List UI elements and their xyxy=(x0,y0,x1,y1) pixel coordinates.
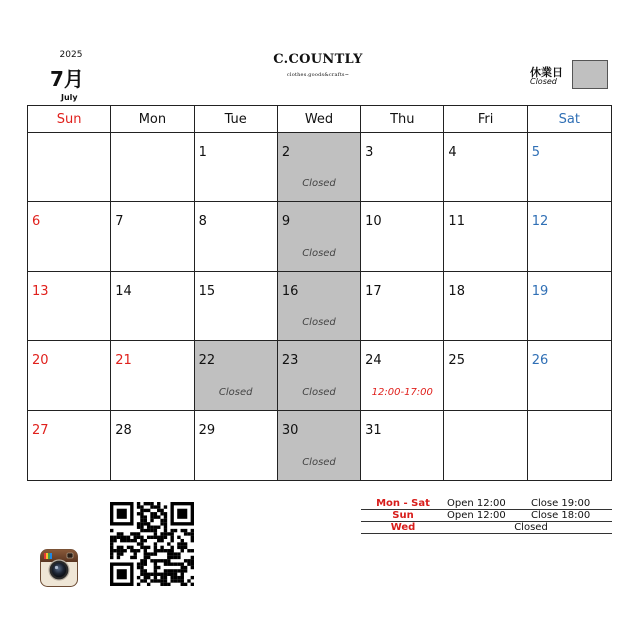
day-cell xyxy=(111,272,194,341)
day-cell xyxy=(444,133,527,202)
year: 2025 xyxy=(59,50,83,60)
day-number: 28 xyxy=(115,422,132,438)
hours-day: Sun xyxy=(392,510,414,521)
hours-day: Wed xyxy=(390,522,416,533)
day-number: 31 xyxy=(365,422,382,438)
weekday-header: Sat xyxy=(528,106,611,133)
day-number: 5 xyxy=(531,145,540,160)
day-cell xyxy=(195,341,278,410)
day-cell xyxy=(528,202,611,271)
day-number: 8 xyxy=(198,214,207,230)
day-cell xyxy=(195,272,278,341)
hours-row xyxy=(361,510,612,522)
month-title: 7月 xyxy=(50,67,84,91)
day-cell xyxy=(361,341,444,410)
day-number: 4 xyxy=(448,145,457,160)
day-cell xyxy=(528,341,611,410)
month-english: July xyxy=(61,93,78,102)
special-hours: 12:00-17:00 xyxy=(371,386,433,398)
day-cell xyxy=(111,202,194,271)
closed-legend-swatch xyxy=(572,60,608,89)
day-cell xyxy=(278,202,361,271)
day-number: 12 xyxy=(531,214,549,230)
qr-code-icon[interactable] xyxy=(110,502,194,586)
day-number: 14 xyxy=(115,283,132,299)
day-cell xyxy=(361,133,444,202)
brand-logo: C.COUNTLY xyxy=(273,52,363,67)
hours-status: Closed xyxy=(514,522,548,533)
business-hours xyxy=(361,498,612,534)
closed-label: Closed xyxy=(302,457,336,468)
hours-close: Close 18:00 xyxy=(531,510,591,521)
day-cell xyxy=(278,341,361,410)
instagram-icon[interactable] xyxy=(40,549,78,587)
calendar-grid xyxy=(27,105,612,481)
day-cell xyxy=(528,411,611,480)
legend-title: 休業日 xyxy=(530,66,563,79)
weekday-header: Wed xyxy=(278,106,361,133)
day-number: 21 xyxy=(115,353,132,369)
hours-row xyxy=(361,522,612,534)
hours-close: Close 19:00 xyxy=(531,498,591,509)
brand-tagline: clothes.goods&crafts~ xyxy=(286,72,350,78)
hours-row xyxy=(361,498,612,510)
closed-label: Closed xyxy=(302,247,336,259)
day-number: 24 xyxy=(365,353,382,369)
day-number: 9 xyxy=(281,214,291,230)
day-number: 11 xyxy=(448,214,465,230)
day-cell xyxy=(278,411,361,480)
day-number: 15 xyxy=(198,283,216,299)
hours-open: Open 12:00 xyxy=(447,510,506,521)
closed-label: Closed xyxy=(218,386,253,398)
day-cell xyxy=(278,272,361,341)
day-cell xyxy=(528,272,611,341)
day-number: 27 xyxy=(32,422,49,438)
day-cell xyxy=(28,272,111,341)
day-number: 23 xyxy=(281,353,299,369)
weekday-header: Sun xyxy=(28,106,111,133)
weekday-header: Tue xyxy=(195,106,278,133)
day-cell xyxy=(444,411,527,480)
day-number: 17 xyxy=(365,283,382,299)
day-number: 6 xyxy=(32,214,41,230)
day-number: 16 xyxy=(281,283,299,299)
day-number: 1 xyxy=(198,145,207,160)
day-number: 13 xyxy=(32,283,49,299)
day-cell xyxy=(28,133,111,202)
day-cell xyxy=(195,411,278,480)
hours-open: Open 12:00 xyxy=(447,498,506,509)
day-cell xyxy=(444,341,527,410)
weekday-header: Thu xyxy=(361,106,444,133)
weekday-header: Mon xyxy=(111,106,194,133)
day-cell xyxy=(361,272,444,341)
day-cell xyxy=(444,202,527,271)
hours-day: Mon - Sat xyxy=(376,498,430,509)
day-cell xyxy=(28,202,111,271)
day-cell xyxy=(528,133,611,202)
day-number: 26 xyxy=(531,353,549,369)
day-number: 29 xyxy=(198,422,216,438)
weekday-header: Fri xyxy=(444,106,527,133)
day-number: 25 xyxy=(448,353,465,369)
day-cell xyxy=(278,133,361,202)
day-cell xyxy=(111,133,194,202)
closed-label: Closed xyxy=(302,317,336,329)
day-cell xyxy=(361,202,444,271)
closed-label: Closed xyxy=(302,386,336,398)
day-cell xyxy=(195,133,278,202)
day-number: 22 xyxy=(198,353,216,369)
day-cell xyxy=(111,411,194,480)
day-cell xyxy=(195,202,278,271)
day-number: 3 xyxy=(365,145,374,160)
day-number: 18 xyxy=(448,283,465,299)
closed-label: Closed xyxy=(302,178,336,190)
day-cell xyxy=(28,411,111,480)
day-number: 7 xyxy=(115,214,124,230)
day-cell xyxy=(28,341,111,410)
day-number: 2 xyxy=(281,145,291,160)
day-cell xyxy=(444,272,527,341)
day-cell xyxy=(361,411,444,480)
legend-subtitle: Closed xyxy=(530,77,557,86)
day-number: 19 xyxy=(531,283,549,299)
day-number: 30 xyxy=(281,422,299,438)
day-number: 10 xyxy=(365,214,382,230)
day-cell xyxy=(111,341,194,410)
day-number: 20 xyxy=(32,353,49,369)
